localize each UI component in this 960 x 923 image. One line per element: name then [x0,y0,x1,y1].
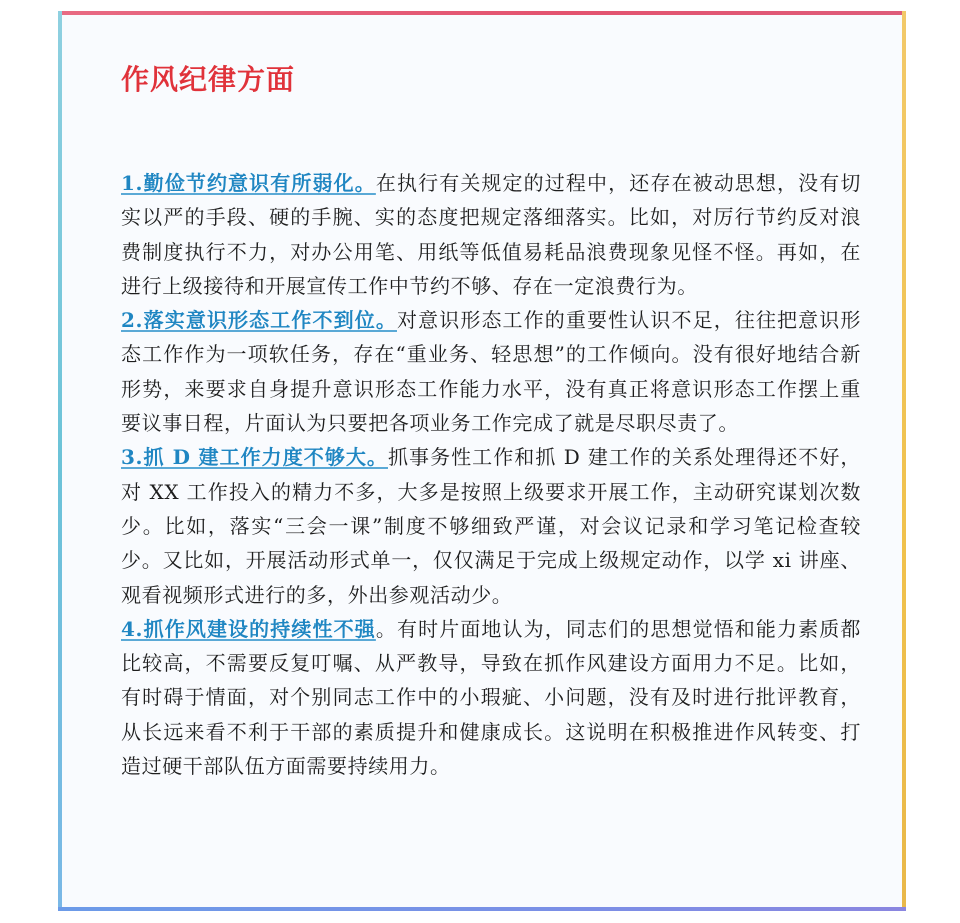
item-text-1: 在执行有关规定的过程中，还存在被动思想，没有切实以严的手段、硬的手腕、实的态度把规定落细落实。比如，对厉行节约反对浪费制度执行不力，对办公用笔、用纸等低值易耗品浪费现象见怪不怪。再如，在进行上级接待和开展宣传工作中节约不够、存在一定浪费行为。 [121,171,861,298]
list-item-4 [121,612,861,783]
item-heading-4: 4.抓作风建设的持续性不强 [121,616,376,641]
item-text-3: 抓事务性工作和抓 D 建工作的关系处理得还不好，对 XX 工作投入的精力不多，大多是按照上级要求开展工作，主动研究谋划次数少。比如，落实“三会一课”制度不够细致严谨，对会议记录和学习笔记检查较少。又比如，开展活动形式单一，仅仅满足于完成上级规定动作，以学 xi 讲座、观看视频形式进行的多，外出参观活动少。 [121,445,861,607]
document-body [121,166,861,783]
card-border-right [902,11,906,911]
card-border-bottom [58,907,906,911]
item-text-2: 对意识形态工作的重要性认识不足，往往把意识形态工作作为一项软任务，存在“重业务、轻思想”的工作倾向。没有很好地结合新形势，来要求自身提升意识形态工作能力水平，没有真正将意识形态工作摆上重要议事日程，片面认为只要把各项业务工作完成了就是尽职尽责了。 [121,308,862,436]
item-text-4: 。有时片面地认为，同志们的思想觉悟和能力素质都比较高，不需要反复叮嘱、从严教导，导致在抓作风建设方面用力不足。比如，有时碍于情面，对个别同志工作中的小瑕疵、小问题，没有及时进行批评教育，从长远来看不利于干部的素质提升和健康成长。这说明在积极推进作风转变、打造过硬干部队伍方面需要持续用力。 [121,616,861,779]
item-heading-3: 3.抓 D 建工作力度不够大。 [121,445,388,470]
list-item-2 [121,303,861,440]
item-heading-1: 1.勤俭节约意识有所弱化。 [121,171,376,195]
page-title: 作风纪律方面 [121,63,296,96]
list-item-3 [121,440,861,611]
item-heading-2: 2.落实意识形态工作不到位。 [121,308,397,333]
list-item-1 [121,166,861,303]
card-border-top [58,11,906,15]
card-border-left [58,11,62,911]
